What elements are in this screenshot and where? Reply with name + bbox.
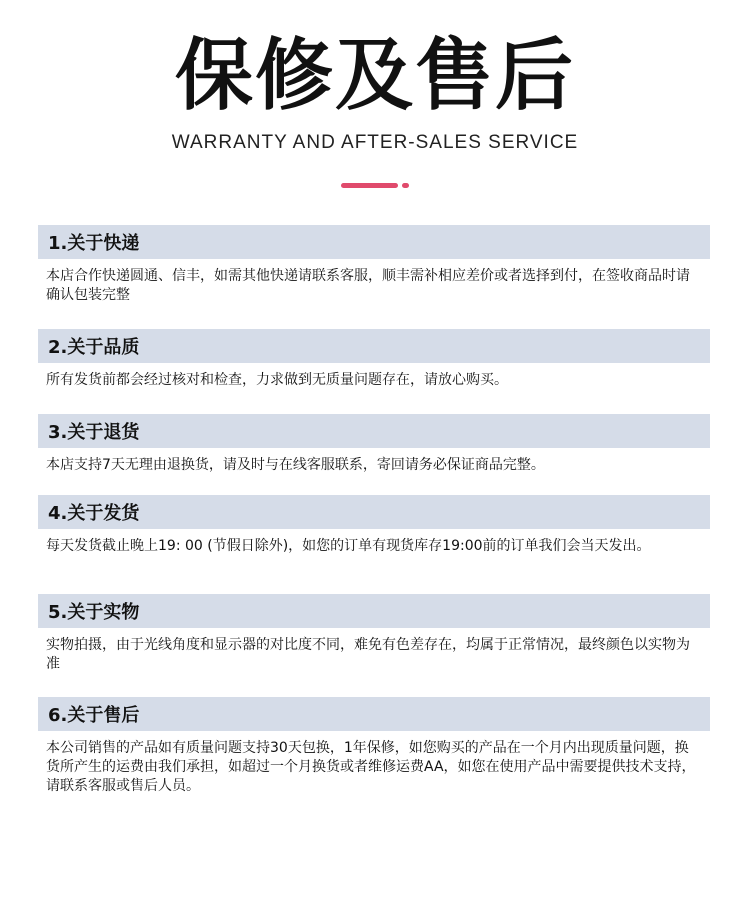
section-heading: 2.关于品质: [38, 329, 710, 363]
section-express: [38, 225, 710, 305]
accent-divider: [341, 183, 409, 188]
section-heading: 5.关于实物: [38, 594, 710, 628]
section-heading: 3.关于退货: [38, 414, 710, 448]
page-title: 保修及售后: [174, 31, 575, 121]
accent-dot: [402, 183, 409, 188]
section-body: 所有发货前都会经过核对和检查，力求做到无质量问题存在，请放心购买。: [46, 372, 508, 388]
section-heading: 1.关于快递: [38, 225, 710, 259]
section-shipping: [38, 495, 710, 556]
section-body: 本店合作快递圆通、信丰，如需其他快递请联系客服，顺丰需补相应差价或者选择到付，在签收商品时请确认包装完整: [46, 268, 690, 303]
section-product: [38, 594, 710, 674]
section-heading: 4.关于发货: [38, 495, 710, 529]
section-heading: 6.关于售后: [38, 697, 710, 731]
section-body: 本店支持7天无理由退换货，请及时与在线客服联系，寄回请务必保证商品完整。: [46, 457, 545, 473]
section-quality: [38, 329, 710, 390]
accent-bar: [341, 183, 398, 188]
section-returns: [38, 414, 710, 475]
page-subtitle: WARRANTY AND AFTER-SALES SERVICE: [171, 132, 579, 153]
section-body: 每天发货截止晚上19: 00 (节假日除外)，如您的订单有现货库存19:00前的订单我们会当天发出。: [46, 538, 651, 554]
section-body: 实物拍摄，由于光线角度和显示器的对比度不同，难免有色差存在，均属于正常情况，最终颜色以实物为准: [46, 637, 690, 672]
section-after-sales: [38, 697, 710, 796]
section-body: 本公司销售的产品如有质量问题支持30天包换，1年保修，如您购买的产品在一个月内出现质量问题，换货所产生的运费由我们承担，如超过一个月换货或者维修运费AA，如您在使用产品中需要提供技术支持，请联系客服或售后人员。: [46, 740, 696, 794]
